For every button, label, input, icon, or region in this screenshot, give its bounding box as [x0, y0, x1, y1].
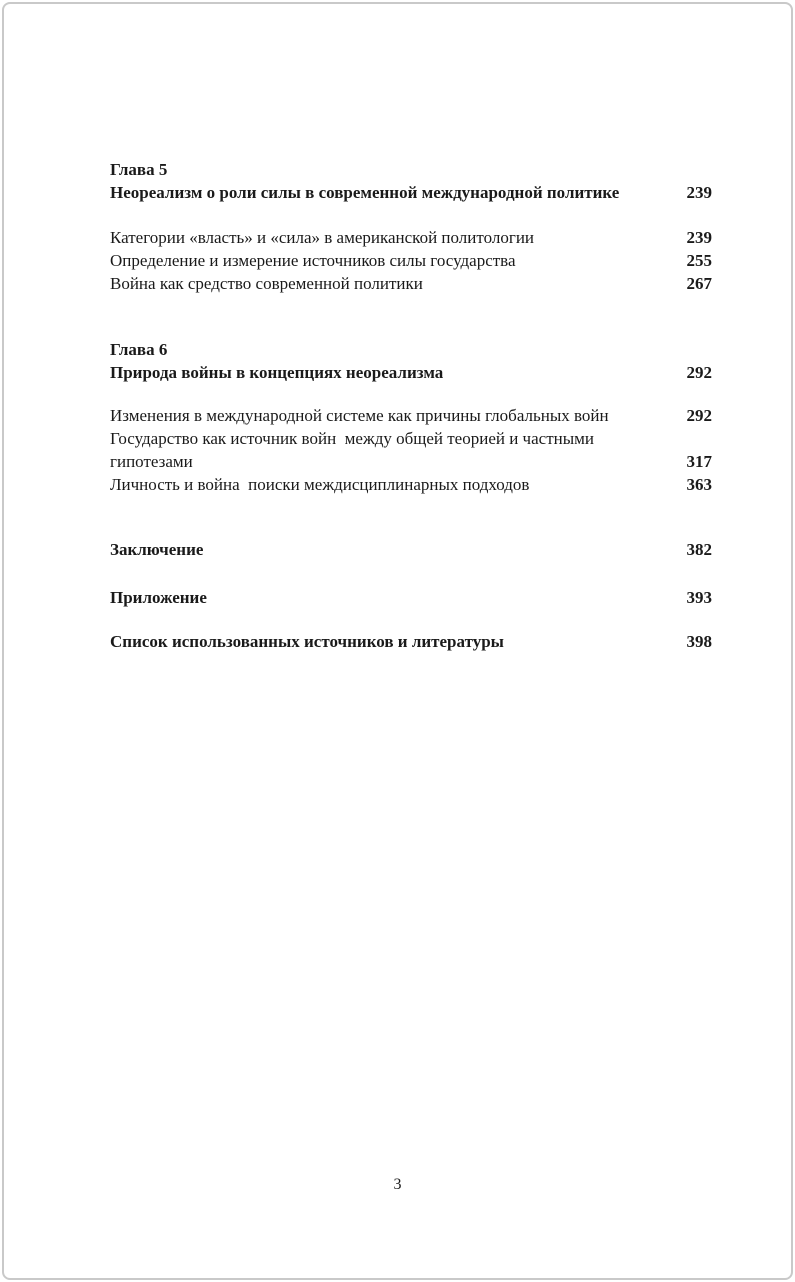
- chapter-title-row: [110, 181, 712, 204]
- entry-page: 267: [686, 274, 712, 293]
- entry-page: 398: [686, 632, 712, 651]
- entry-page: 393: [686, 588, 712, 607]
- toc-entry: [110, 473, 712, 496]
- entry-page: 363: [686, 475, 712, 494]
- entry-title: Государство как источник войн между общей теорией и частными гипотезами: [110, 429, 599, 471]
- chapter-page-number: 292: [686, 363, 712, 382]
- entry-page: 292: [686, 406, 712, 425]
- entry-title: Определение и измерение источников силы государства: [110, 251, 516, 270]
- entry-title: Война как средство современной политики: [110, 274, 423, 293]
- page-number: 3: [393, 1176, 402, 1193]
- chapter-entries: [110, 404, 712, 496]
- toc-entry: [110, 427, 712, 473]
- toc-entry-conclusion: [110, 538, 712, 561]
- entry-title: Личность и война поиски междисциплинарных подходов: [110, 475, 530, 494]
- entry-title: Категории «власть» и «сила» в американской политологии: [110, 228, 535, 247]
- chapter-title: Неореализм о роли силы в современной международной политике: [110, 183, 620, 202]
- toc-section-chapter-6: [110, 338, 712, 496]
- entry-title: Список использованных источников и литературы: [110, 632, 504, 651]
- chapter-entries: [110, 226, 712, 295]
- entry-title: Заключение: [110, 540, 204, 559]
- entry-title: Приложение: [110, 588, 207, 607]
- table-of-contents: [110, 158, 712, 653]
- entry-page: 239: [686, 228, 712, 247]
- entry-page: 382: [686, 540, 712, 559]
- entry-title: Изменения в международной системе как причины глобальных войн: [110, 406, 609, 425]
- chapter-title-row: [110, 361, 712, 384]
- chapter-page-number: 239: [686, 183, 712, 202]
- entry-page: 317: [686, 452, 712, 471]
- chapter-title: Природа войны в концепциях неореализма: [110, 363, 444, 382]
- toc-entry: [110, 404, 712, 427]
- toc-entry: [110, 249, 712, 272]
- chapter-label: Глава 5: [110, 160, 168, 179]
- toc-entry: [110, 226, 712, 249]
- chapter-label: Глава 6: [110, 340, 168, 359]
- toc-entry: [110, 272, 712, 295]
- toc-entry-appendix: [110, 586, 712, 609]
- toc-section-chapter-5: [110, 158, 712, 295]
- entry-page: 255: [686, 251, 712, 270]
- toc-entry-bibliography: [110, 630, 712, 653]
